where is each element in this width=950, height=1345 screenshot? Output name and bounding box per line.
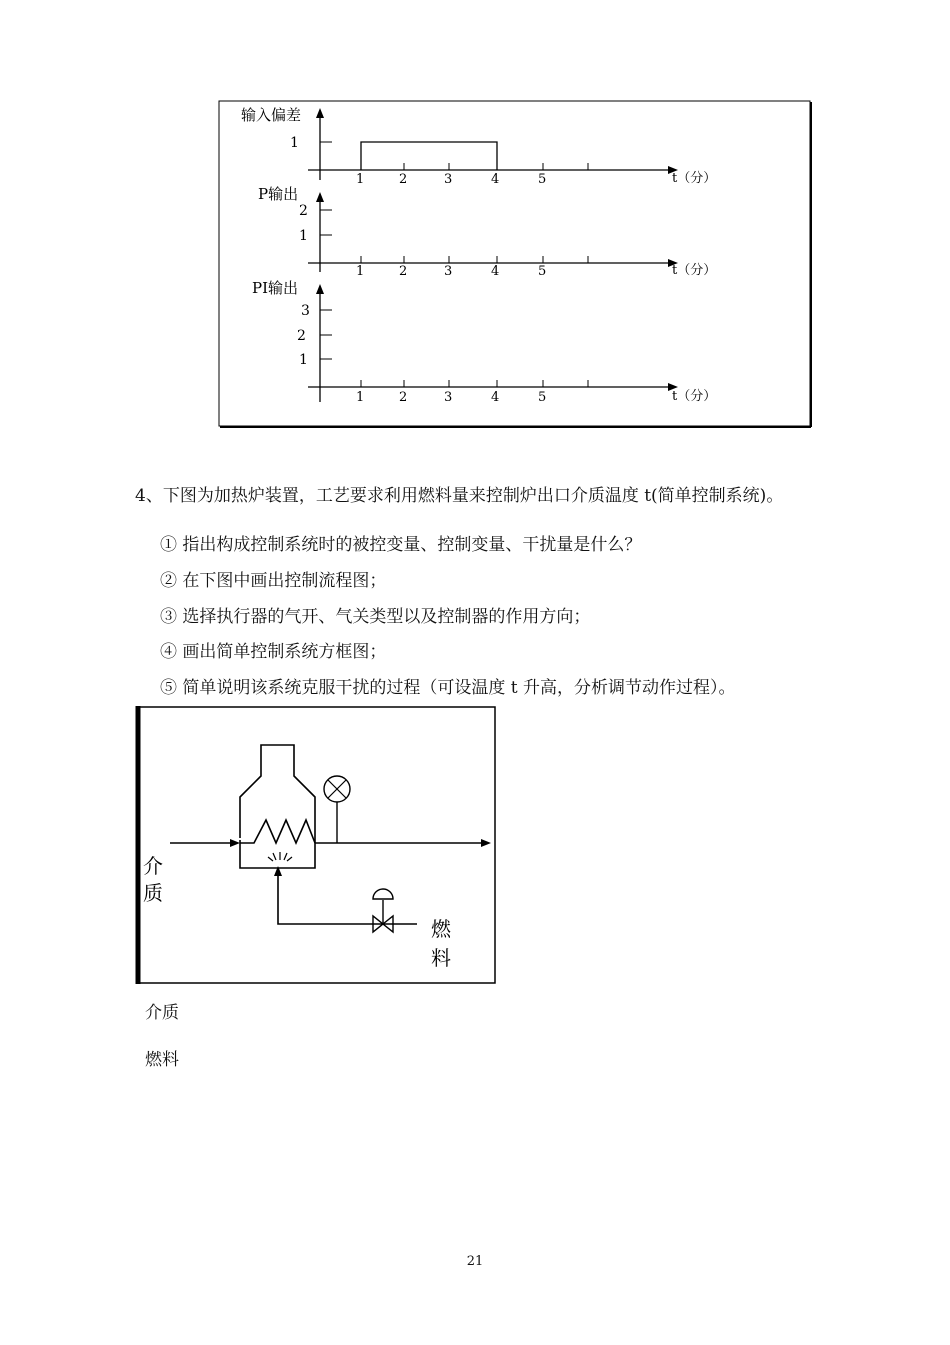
x-axis-label: t（分） [672,263,717,278]
question-item-1: ① 指出构成控制系统时的被控变量、控制变量、干扰量是什么？ [160,535,642,555]
y-tick-label: 2 [299,203,308,219]
x-tick-label: 4 [491,172,500,187]
heating-coil [240,820,315,843]
timing-chart [0,0,950,440]
panel-label-pi-output: PI输出 [252,279,299,297]
x-tick-label: 5 [538,172,547,187]
x-ticks [361,256,588,263]
y-tick-label: 1 [299,352,308,368]
y-tick-label: 1 [290,135,299,151]
question-item-3: ③ 选择执行器的气开、气关类型以及控制器的作用方向； [160,607,591,627]
x-tick-label: 2 [399,390,408,405]
panel-pi-output [252,279,716,405]
x-ticks [361,380,588,387]
x-axis-label: t（分） [672,389,717,404]
y-tick-label: 3 [301,303,310,319]
x-tick-label: 2 [399,264,408,279]
panel-label-input-deviation: 输入偏差 [241,106,302,124]
fuel-line [278,875,417,924]
x-tick-label: 2 [399,172,408,187]
panel-p-output [258,185,716,279]
fuel-label: 燃 [431,917,451,941]
medium-outlet-arrow [481,839,491,847]
x-tick-label: 5 [538,390,547,405]
x-ticks [361,163,588,170]
y-axis-arrow [316,192,324,202]
control-valve-icon [373,889,393,932]
x-axis-label: t（分） [672,171,717,186]
x-tick-label: 3 [444,264,453,279]
medium-label: 质 [143,881,163,905]
page-number: 21 [466,1254,484,1269]
x-tick-label: 3 [444,172,453,187]
x-tick-label: 4 [491,264,500,279]
panel-input-deviation [241,106,716,187]
x-tick-label: 4 [491,390,500,405]
x-tick-label: 5 [538,264,547,279]
question-item-5: ⑤ 简单说明该系统克服干扰的过程（可设温度 t 升高，分析调节动作过程）。 [160,678,736,698]
medium-inlet-arrow [230,839,240,847]
furnace-body [240,745,315,868]
question-item-2: ② 在下图中画出控制流程图； [160,571,387,591]
question-title: 4、下图为加热炉装置，工艺要求利用燃料量来控制炉出口介质温度 t(简单控制系统)。 [135,486,784,506]
fuel-label: 料 [431,946,451,970]
question-item-4: ④ 画出简单控制系统方框图； [160,642,387,662]
medium-text: 介质 [145,1003,179,1023]
panel-label-p-output: P输出 [258,185,299,203]
x-tick-label: 1 [356,172,365,187]
y-axis-arrow [316,108,324,118]
y-tick-label: 2 [297,328,306,344]
input-deviation-signal [361,142,497,170]
x-tick-label: 1 [356,264,365,279]
burner-flame-icon [268,852,292,861]
medium-label: 介 [143,854,163,878]
y-axis-arrow [316,284,324,294]
x-tick-label: 1 [356,390,365,405]
furnace-diagram [130,700,500,990]
y-tick-label: 1 [299,228,308,244]
fuel-text: 燃料 [145,1050,179,1070]
x-tick-label: 3 [444,390,453,405]
diagram-frame [137,707,495,983]
